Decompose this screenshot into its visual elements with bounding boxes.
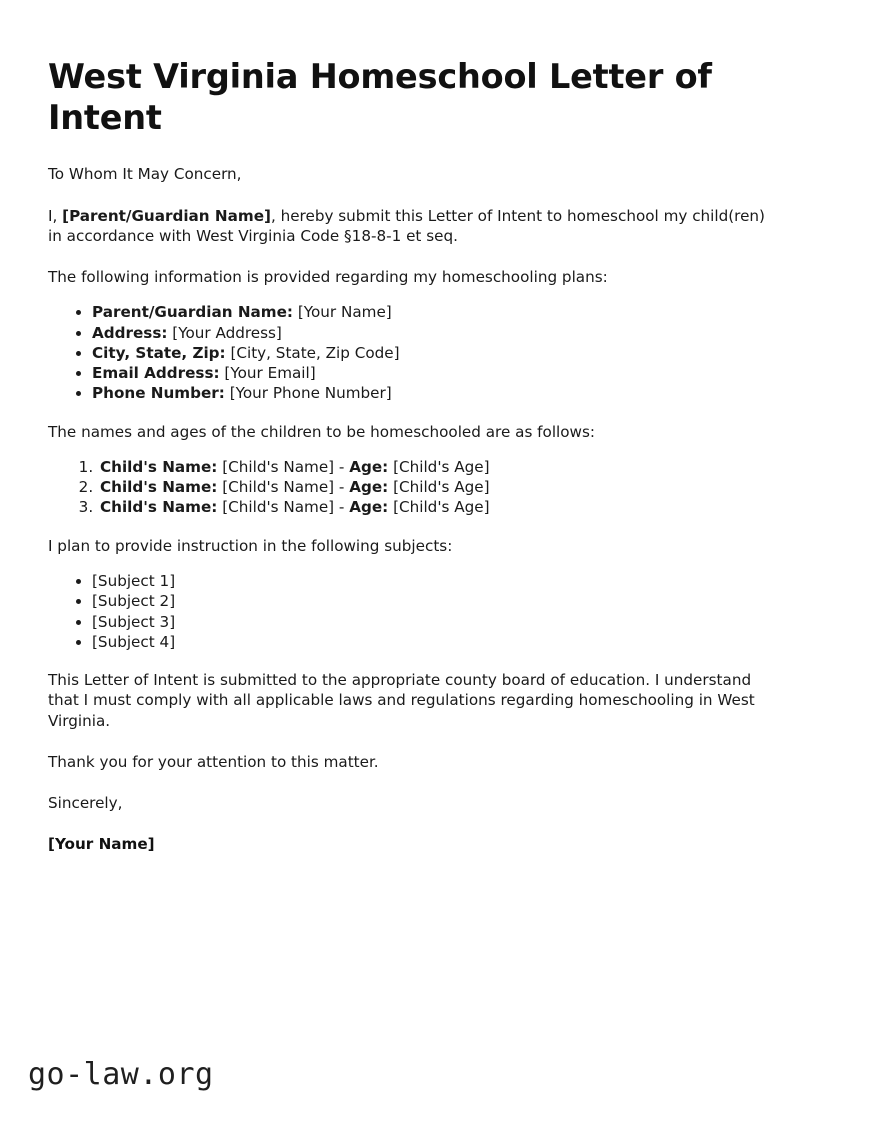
child-name-label: Child's Name:	[100, 498, 218, 517]
info-label: Email Address:	[92, 364, 220, 383]
child-name-label: Child's Name:	[100, 478, 218, 497]
list-item	[92, 302, 765, 322]
list-item	[98, 497, 765, 517]
info-label: City, State, Zip:	[92, 343, 226, 362]
list-item	[92, 383, 765, 403]
spacer	[48, 185, 765, 206]
page-title: West Virginia Homeschool Letter of Intent	[48, 57, 712, 138]
info-label: Phone Number:	[92, 384, 225, 403]
info-value: [Your Address]	[172, 323, 282, 342]
list-item	[92, 343, 765, 363]
child-name-label: Child's Name:	[100, 457, 218, 476]
spacer	[48, 442, 765, 457]
info-value: [Your Email]	[224, 364, 316, 383]
info-label: Address:	[92, 323, 168, 342]
subjects-list	[48, 571, 765, 652]
child-name-value: [Child's Name]	[222, 478, 335, 497]
child-separator: -	[334, 498, 350, 517]
info-label: Parent/Guardian Name:	[92, 303, 293, 322]
intro-paragraph	[48, 206, 765, 246]
info-value: [City, State, Zip Code]	[230, 343, 400, 362]
list-item	[98, 457, 765, 477]
intro-suffix: , hereby submit this Letter of Intent to homeschool my child(ren) in accordance with West Virginia Code §18-8-1 et seq.	[48, 206, 765, 245]
intro-prefix: I,	[48, 206, 63, 225]
list-item: • [Subject 3]	[92, 612, 765, 632]
child-age-value: [Child's Age]	[393, 457, 490, 476]
thanks-paragraph: Thank you for your attention to this matter.	[48, 752, 379, 771]
spacer	[48, 813, 765, 834]
list-item: • [Subject 4]	[92, 632, 765, 652]
list-item	[92, 323, 765, 343]
child-separator: -	[334, 478, 350, 497]
list-item	[92, 363, 765, 383]
child-name-value: [Child's Name]	[222, 498, 335, 517]
list-item: • [Subject 2]	[92, 591, 765, 611]
spacer	[48, 246, 765, 267]
child-age-label: Age:	[349, 457, 389, 476]
children-heading: The names and ages of the children to be homeschooled are as follows:	[48, 422, 596, 441]
spacer	[48, 287, 765, 302]
list-item: • [Subject 1]	[92, 571, 765, 591]
spacer	[48, 731, 765, 752]
spacer	[48, 772, 765, 793]
spacer	[48, 518, 765, 536]
spacer	[48, 138, 765, 164]
child-separator: -	[334, 457, 350, 476]
child-age-value: [Child's Age]	[393, 478, 490, 497]
intro-parent-name-placeholder: [Parent/Guardian Name]	[62, 206, 271, 225]
sign-off: Sincerely,	[48, 793, 123, 812]
info-value: [Your Name]	[297, 303, 392, 322]
child-age-label: Age:	[349, 498, 389, 517]
children-list	[48, 457, 765, 518]
info-value: [Your Phone Number]	[229, 384, 392, 403]
child-age-label: Age:	[349, 478, 389, 497]
salutation: To Whom It May Concern,	[48, 165, 242, 184]
spacer	[48, 404, 765, 422]
child-age-value: [Child's Age]	[393, 498, 490, 517]
site-watermark: go-law.org	[28, 1057, 214, 1092]
list-item	[98, 477, 765, 497]
info-heading: The following information is provided regarding my homeschooling plans:	[48, 268, 608, 287]
spacer	[48, 556, 765, 571]
closing-paragraph: This Letter of Intent is submitted to the appropriate county board of education. I understand that I must comply with all applicable laws and regulations regarding homeschooling in West Virginia.	[48, 671, 755, 730]
child-name-value: [Child's Name]	[222, 457, 335, 476]
subjects-heading: I plan to provide instruction in the following subjects:	[48, 536, 453, 555]
signature-name: [Your Name]	[48, 835, 155, 854]
spacer	[48, 652, 765, 670]
parent-info-list	[48, 302, 765, 403]
